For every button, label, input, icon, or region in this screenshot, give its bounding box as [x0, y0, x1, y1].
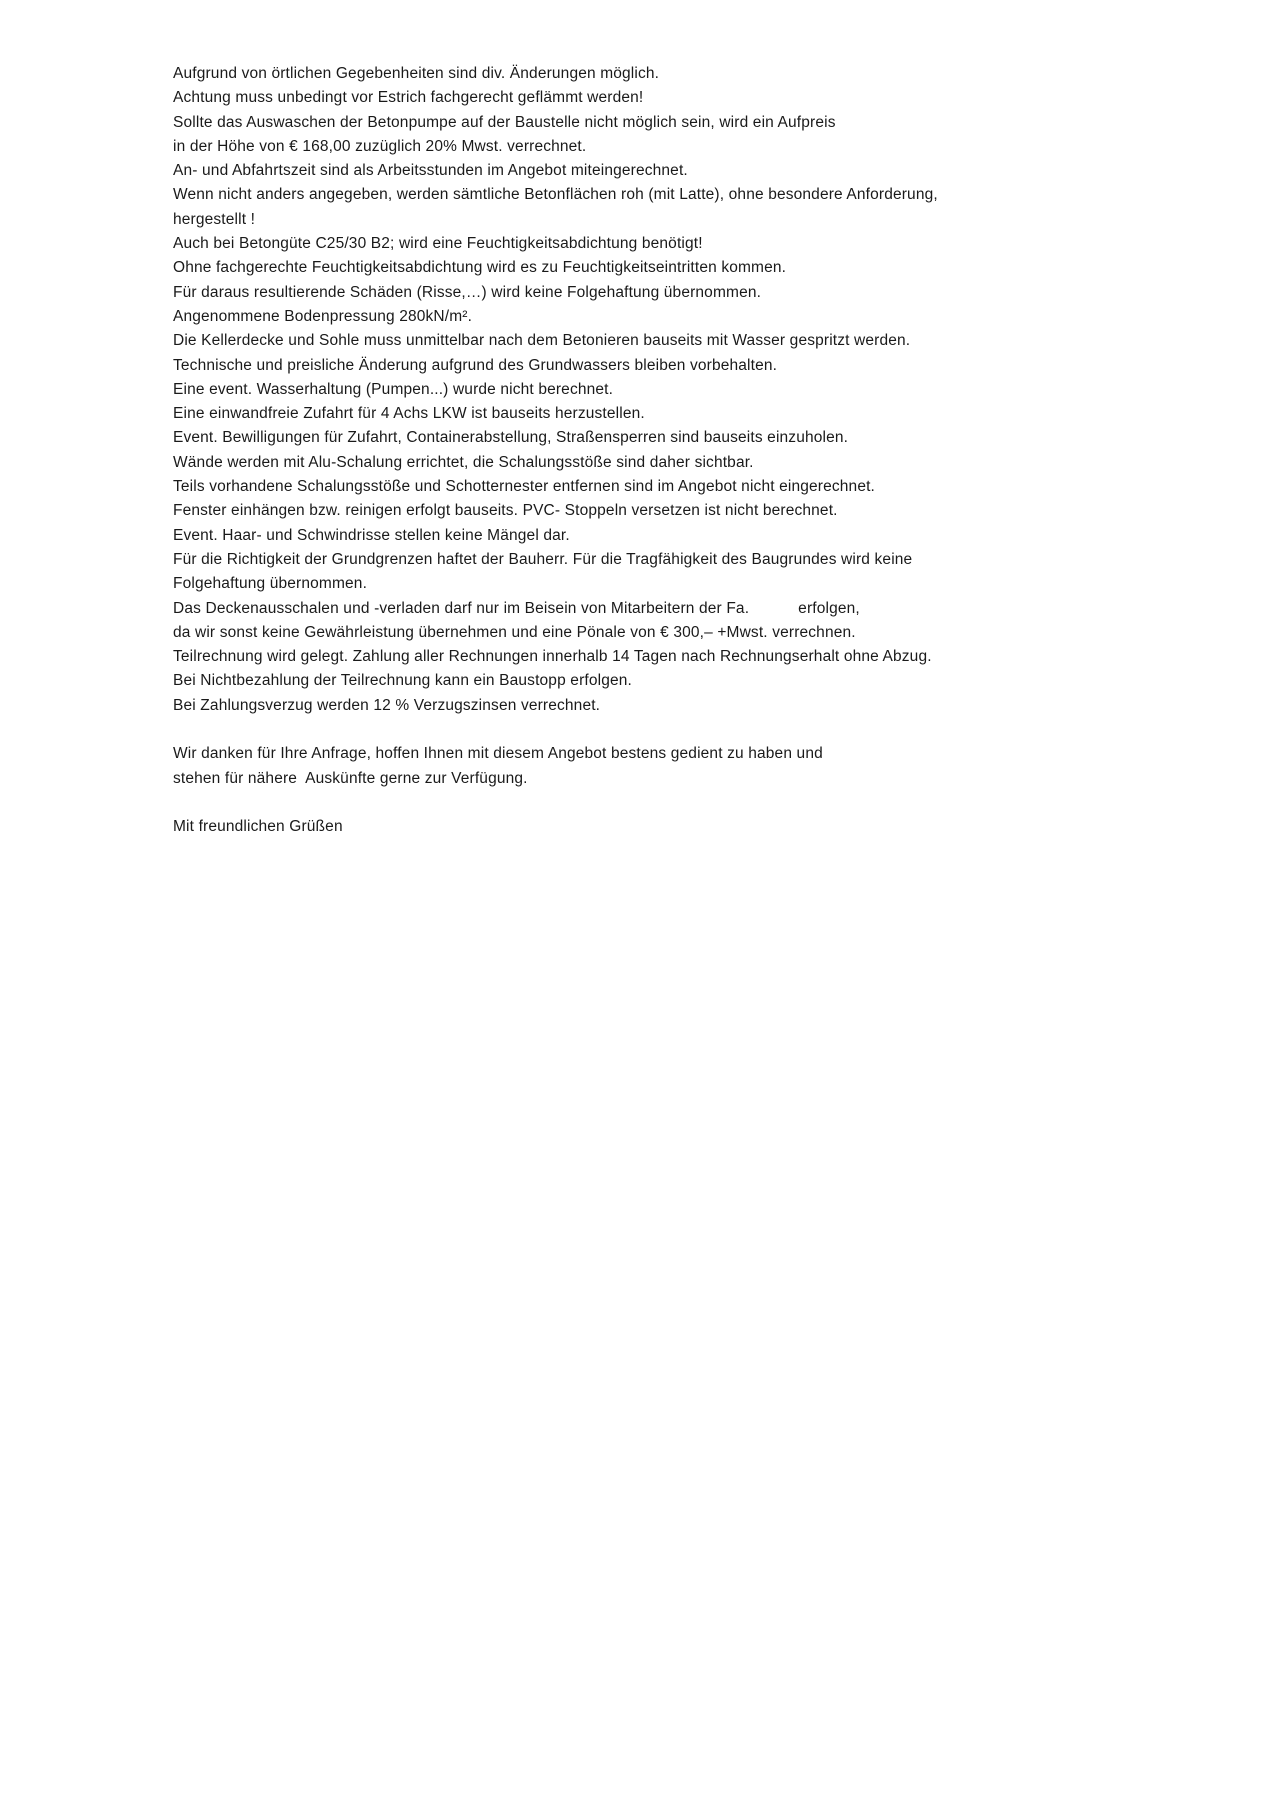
- note-line: Eine einwandfreie Zufahrt für 4 Achs LKW ist bauseits herzustellen.: [173, 405, 645, 423]
- note-line: Bei Nichtbezahlung der Teilrechnung kann ein Baustopp erfolgen.: [173, 672, 632, 690]
- note-line: Wenn nicht anders angegeben, werden sämtliche Betonflächen roh (mit Latte), ohne besondere Anforderung,: [173, 186, 938, 204]
- note-line: Achtung muss unbedingt vor Estrich fachgerecht geflämmt werden!: [173, 89, 644, 107]
- note-line: Das Deckenausschalen und -verladen darf nur im Beisein von Mitarbeitern der Fa. erfolgen,: [173, 599, 860, 617]
- note-line: Event. Haar- und Schwindrisse stellen keine Mängel dar.: [173, 526, 570, 544]
- closing-line: Wir danken für Ihre Anfrage, hoffen Ihnen mit diesem Angebot bestens gedient zu haben und: [173, 745, 823, 763]
- greeting: Mit freundlichen Grüßen: [173, 818, 343, 836]
- note-line: in der Höhe von € 168,00 zuzüglich 20% Mwst. verrechnet.: [173, 137, 587, 155]
- note-line: Teilrechnung wird gelegt. Zahlung aller Rechnungen innerhalb 14 Tagen nach Rechnungserhalt ohne Abzug.: [173, 648, 932, 666]
- note-line: An- und Abfahrtszeit sind als Arbeitsstunden im Angebot miteingerechnet.: [173, 162, 688, 180]
- note-line: Folgehaftung übernommen.: [173, 575, 368, 593]
- note-line: Aufgrund von örtlichen Gegebenheiten sind div. Änderungen möglich.: [173, 65, 660, 82]
- note-line: Teils vorhandene Schalungsstöße und Schotternester entfernen sind im Angebot nicht eingerechnet.: [173, 478, 876, 496]
- note-line: Eine event. Wasserhaltung (Pumpen...) wurde nicht berechnet.: [173, 380, 614, 398]
- document-body: [173, 62, 1173, 840]
- closing-line: stehen für nähere Auskünfte gerne zur Verfügung.: [173, 769, 528, 787]
- note-line: Für die Richtigkeit der Grundgrenzen haftet der Bauherr. Für die Tragfähigkeit des Baugrundes wird keine: [173, 550, 913, 568]
- note-line: Auch bei Betongüte C25/30 B2; wird eine Feuchtigkeitsabdichtung benötigt!: [173, 235, 703, 253]
- note-line: Technische und preisliche Änderung aufgrund des Grundwassers bleiben vorbehalten.: [173, 356, 778, 374]
- closing-paragraph: [173, 742, 1173, 791]
- note-line: Event. Bewilligungen für Zufahrt, Containerabstellung, Straßensperren sind bauseits einzuholen.: [173, 429, 849, 447]
- paragraph-spacer: [173, 791, 1173, 815]
- note-line: da wir sonst keine Gewährleistung übernehmen und eine Pönale von € 300,– +Mwst. verrechnen.: [173, 623, 856, 641]
- note-line: hergestellt !: [173, 210, 256, 228]
- note-line: Bei Zahlungsverzug werden 12 % Verzugszinsen verrechnet.: [173, 696, 601, 714]
- note-line: Wände werden mit Alu-Schalung errichtet, die Schalungsstöße sind daher sichtbar.: [173, 453, 754, 471]
- note-line: Die Kellerdecke und Sohle muss unmittelbar nach dem Betonieren bauseits mit Wasser gespritzt werden.: [173, 332, 911, 350]
- terms-notes: [173, 62, 1173, 718]
- note-line: Fenster einhängen bzw. reinigen erfolgt bauseits. PVC- Stoppeln versetzen ist nicht berechnet.: [173, 502, 838, 520]
- note-line: Angenommene Bodenpressung 280kN/m².: [173, 307, 473, 325]
- note-line: Für daraus resultierende Schäden (Risse,…) wird keine Folgehaftung übernommen.: [173, 283, 762, 301]
- note-line: Sollte das Auswaschen der Betonpumpe auf der Baustelle nicht möglich sein, wird ein Aufpreis: [173, 113, 836, 131]
- note-line: Ohne fachgerechte Feuchtigkeitsabdichtung wird es zu Feuchtigkeitseintritten kommen.: [173, 259, 787, 277]
- paragraph-spacer: [173, 718, 1173, 742]
